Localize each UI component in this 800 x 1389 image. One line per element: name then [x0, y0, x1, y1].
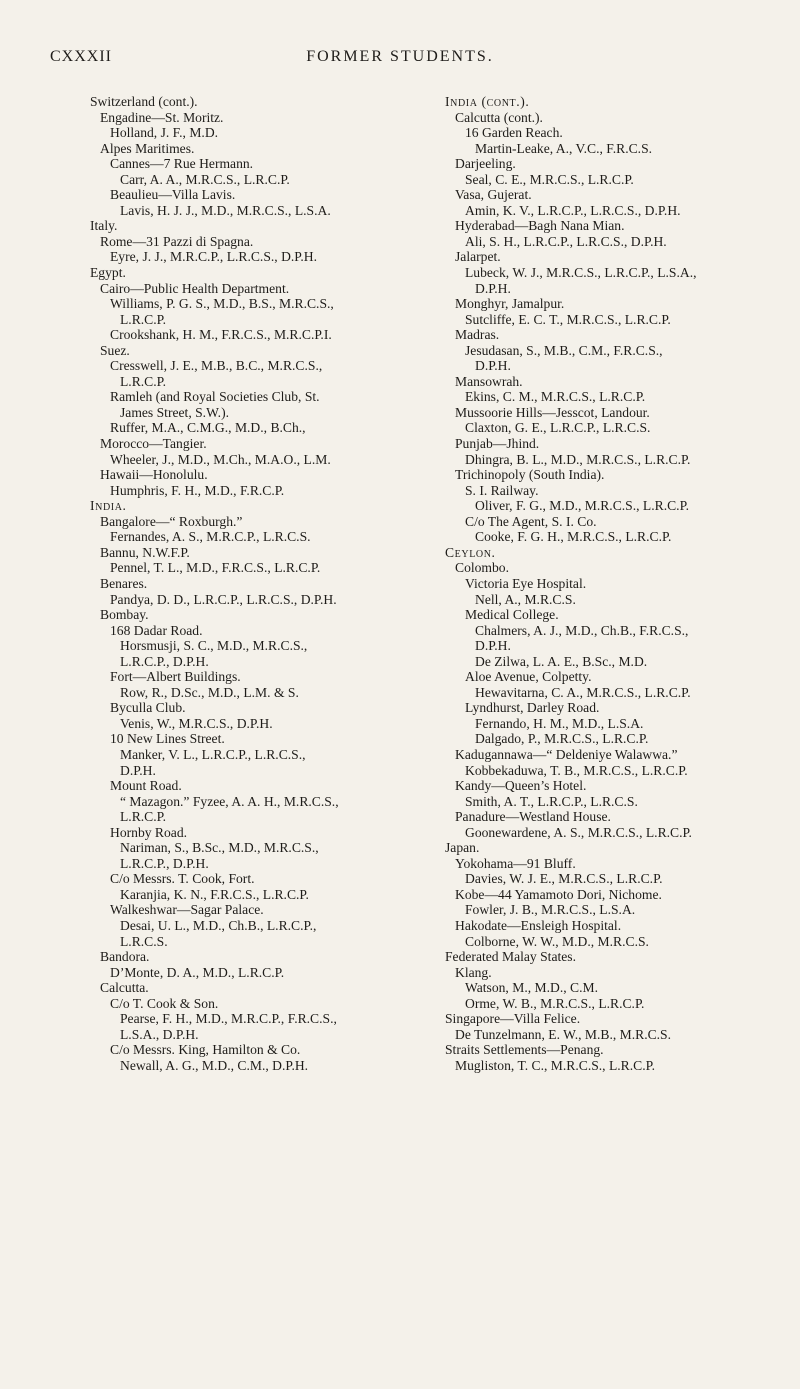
entry-line: Wheeler, J., M.D., M.Ch., M.A.O., L.M.: [110, 451, 331, 467]
entry-line: Smith, A. T., L.R.C.P., L.R.C.S.: [465, 793, 638, 809]
entry-line: Oliver, F. G., M.D., M.R.C.S., L.R.C.P.: [475, 498, 690, 514]
entry-line: Nell, A., M.R.C.S.: [475, 591, 576, 607]
location-line: Yokohama—91 Bluff.: [455, 855, 576, 871]
entry-line: D.P.H.: [475, 638, 511, 654]
country-heading: Federated Malay States.: [445, 949, 576, 965]
entry-line: L.R.C.P., D.P.H.: [120, 855, 209, 871]
entry-line: Newall, A. G., M.D., C.M., D.P.H.: [120, 1057, 309, 1073]
entry-line: Chalmers, A. J., M.D., Ch.B., F.R.C.S.,: [475, 622, 689, 638]
location-line: Bannu, N.W.F.P.: [100, 544, 190, 560]
entry-line: L.R.C.P., D.P.H.: [120, 653, 209, 669]
entry-line: Cannes—7 Rue Hermann.: [110, 156, 254, 172]
entry-line: Carr, A. A., M.R.C.S., L.R.C.P.: [120, 171, 290, 187]
entry-line: Jesudasan, S., M.B., C.M., F.R.C.S.,: [465, 342, 663, 358]
location-line: Klang.: [455, 964, 492, 980]
entry-line: Crookshank, H. M., F.R.C.S., M.R.C.P.I.: [110, 327, 332, 343]
location-line: Bangalore—“ Roxburgh.”: [100, 513, 243, 529]
location-line: Colombo.: [455, 560, 510, 576]
right-column: [445, 94, 775, 1073]
entry-line: Pandya, D. D., L.R.C.P., L.R.C.S., D.P.H.: [110, 591, 337, 607]
entry-line: Desai, U. L., M.D., Ch.B., L.R.C.P.,: [120, 917, 317, 933]
entry-line: Watson, M., M.D., C.M.: [465, 980, 598, 996]
location-line: Calcutta (cont.).: [455, 109, 543, 125]
location-line: Vasa, Gujerat.: [455, 187, 532, 203]
entry-line: L.S.A., D.P.H.: [120, 1026, 199, 1042]
entry-line: C/o The Agent, S. I. Co.: [465, 513, 597, 529]
entry-line: C/o Messrs. King, Hamilton & Co.: [110, 1042, 301, 1058]
entry-line: Seal, C. E., M.R.C.S., L.R.C.P.: [465, 171, 634, 187]
entry-line: Byculla Club.: [110, 700, 186, 716]
entry-line: Manker, V. L., L.R.C.P., L.R.C.S.,: [120, 746, 306, 762]
location-line: Darjeeling.: [455, 156, 516, 172]
entry-line: S. I. Railway.: [465, 482, 539, 498]
entry-line: Fort—Albert Buildings.: [110, 669, 241, 685]
entry-line: Pennel, T. L., M.D., F.R.C.S., L.R.C.P.: [110, 560, 321, 576]
country-heading: Japan.: [445, 840, 480, 856]
left-column: [90, 94, 420, 1073]
page-number: CXXXII: [50, 48, 112, 65]
page-header: [50, 48, 750, 78]
entry-line: Sutcliffe, E. C. T., M.R.C.S., L.R.C.P.: [465, 311, 671, 327]
location-line: Engadine—St. Moritz.: [100, 109, 224, 125]
entry-line: Williams, P. G. S., M.D., B.S., M.R.C.S.,: [110, 296, 334, 312]
entry-line: Nariman, S., B.Sc., M.D., M.R.C.S.,: [120, 840, 319, 856]
entry-line: D.P.H.: [120, 762, 156, 778]
entry-line: Hewavitarna, C. A., M.R.C.S., L.R.C.P.: [475, 684, 691, 700]
location-line: Alpes Maritimes.: [100, 140, 195, 156]
entry-line: L.R.C.P.: [120, 809, 167, 825]
country-heading: Ceylon.: [445, 544, 496, 560]
location-line: Madras.: [455, 327, 500, 343]
country-heading: Egypt.: [90, 265, 126, 281]
location-line: Kandy—Queen’s Hotel.: [455, 778, 587, 794]
location-line: Rome—31 Pazzi di Spagna.: [100, 233, 254, 249]
location-line: Cairo—Public Health Department.: [100, 280, 290, 296]
entry-line: Karanjia, K. N., F.R.C.S., L.R.C.P.: [120, 886, 309, 902]
entry-line: D.P.H.: [475, 358, 511, 374]
entry-line: Hornby Road.: [110, 824, 188, 840]
location-line: Hawaii—Honolulu.: [100, 467, 208, 483]
location-line: Suez.: [100, 342, 130, 358]
entry-line: Lubeck, W. J., M.R.C.S., L.R.C.P., L.S.A.,: [465, 265, 697, 281]
entry-line: Dhingra, B. L., M.D., M.R.C.S., L.R.C.P.: [465, 451, 691, 467]
entry-line: “ Mazagon.” Fyzee, A. A. H., M.R.C.S.,: [120, 793, 339, 809]
entry-line: Ali, S. H., L.R.C.P., L.R.C.S., D.P.H.: [465, 233, 667, 249]
location-line: Monghyr, Jamalpur.: [455, 296, 565, 312]
entry-line: D.P.H.: [475, 280, 511, 296]
location-line: Jalarpet.: [455, 249, 501, 265]
country-heading: India (cont.).: [445, 94, 530, 109]
location-line: Mugliston, T. C., M.R.C.S., L.R.C.P.: [455, 1057, 656, 1073]
entry-line: Orme, W. B., M.R.C.S., L.R.C.P.: [465, 995, 645, 1011]
entry-line: Victoria Eye Hospital.: [465, 575, 587, 591]
entry-line: Cresswell, J. E., M.B., B.C., M.R.C.S.,: [110, 358, 323, 374]
entry-line: Beaulieu—Villa Lavis.: [110, 187, 236, 203]
location-line: Calcutta.: [100, 980, 149, 996]
entry-line: 168 Dadar Road.: [110, 622, 203, 638]
entry-line: Eyre, J. J., M.R.C.P., L.R.C.S., D.P.H.: [110, 249, 317, 265]
entry-line: Ruffer, M.A., C.M.G., M.D., B.Ch.,: [110, 420, 306, 436]
location-line: Hakodate—Ensleigh Hospital.: [455, 917, 622, 933]
location-line: Punjab—Jhind.: [455, 436, 540, 452]
location-line: Mussoorie Hills—Jesscot, Landour.: [455, 404, 650, 420]
entry-line: L.R.C.P.: [120, 311, 167, 327]
entry-line: Row, R., D.Sc., M.D., L.M. & S.: [120, 684, 299, 700]
country-heading: India.: [90, 498, 127, 514]
entry-line: Goonewardene, A. S., M.R.C.S., L.R.C.P.: [465, 824, 692, 840]
entry-line: Lavis, H. J. J., M.D., M.R.C.S., L.S.A.: [120, 202, 331, 218]
entry-line: Mount Road.: [110, 778, 182, 794]
entry-line: Fowler, J. B., M.R.C.S., L.S.A.: [465, 902, 636, 918]
location-line: Bandora.: [100, 949, 150, 965]
entry-line: De Zilwa, L. A. E., B.Sc., M.D.: [475, 653, 648, 669]
entry-line: Humphris, F. H., M.D., F.R.C.P.: [110, 482, 285, 498]
country-heading: Switzerland (cont.).: [90, 94, 198, 109]
entry-line: Lyndhurst, Darley Road.: [465, 700, 600, 716]
entry-line: Ramleh (and Royal Societies Club, St.: [110, 389, 320, 405]
entry-line: Davies, W. J. E., M.R.C.S., L.R.C.P.: [465, 871, 663, 887]
location-line: Hyderabad—Bagh Nana Mian.: [455, 218, 625, 234]
entry-line: James Street, S.W.).: [120, 404, 229, 420]
entry-line: D’Monte, D. A., M.D., L.R.C.P.: [110, 964, 285, 980]
entry-line: Venis, W., M.R.C.S., D.P.H.: [120, 715, 273, 731]
entry-line: C/o Messrs. T. Cook, Fort.: [110, 871, 255, 887]
entry-line: Fernandes, A. S., M.R.C.P., L.R.C.S.: [110, 529, 311, 545]
country-heading: Singapore—Villa Felice.: [445, 1011, 581, 1027]
location-line: Benares.: [100, 575, 148, 591]
entry-line: Fernando, H. M., M.D., L.S.A.: [475, 715, 644, 731]
entry-line: Claxton, G. E., L.R.C.P., L.R.C.S.: [465, 420, 651, 436]
location-line: Bombay.: [100, 607, 149, 623]
entry-line: 10 New Lines Street.: [110, 731, 225, 747]
location-line: Panadure—Westland House.: [455, 809, 611, 825]
entry-line: Dalgado, P., M.R.C.S., L.R.C.P.: [475, 731, 649, 747]
country-heading: Italy.: [90, 218, 118, 234]
location-line: Mansowrah.: [455, 373, 523, 389]
entry-line: C/o T. Cook & Son.: [110, 995, 219, 1011]
entry-line: Horsmusji, S. C., M.D., M.R.C.S.,: [120, 638, 308, 654]
entry-line: 16 Garden Reach.: [465, 125, 563, 141]
entry-line: Cooke, F. G. H., M.R.C.S., L.R.C.P.: [475, 529, 672, 545]
location-line: De Tunzelmann, E. W., M.B., M.R.C.S.: [455, 1026, 672, 1042]
location-line: Trichinopoly (South India).: [455, 467, 605, 483]
entry-line: Walkeshwar—Sagar Palace.: [110, 902, 264, 918]
entry-line: Holland, J. F., M.D.: [110, 125, 219, 141]
location-line: Kobe—44 Yamamoto Dori, Nichome.: [455, 886, 662, 902]
entry-line: Pearse, F. H., M.D., M.R.C.P., F.R.C.S.,: [120, 1011, 337, 1027]
entry-line: L.R.C.S.: [120, 933, 168, 949]
location-line: Kadugannawa—“ Deldeniye Walawwa.”: [455, 746, 678, 762]
country-heading: Straits Settlements—Penang.: [445, 1042, 604, 1058]
entry-line: Aloe Avenue, Colpetty.: [465, 669, 592, 685]
entry-line: Amin, K. V., L.R.C.P., L.R.C.S., D.P.H.: [465, 202, 681, 218]
entry-line: L.R.C.P.: [120, 373, 167, 389]
entry-line: Martin-Leake, A., V.C., F.R.C.S.: [475, 140, 653, 156]
running-title: FORMER STUDENTS.: [306, 48, 494, 65]
entry-line: Medical College.: [465, 607, 559, 623]
location-line: Morocco—Tangier.: [100, 436, 207, 452]
entry-line: Kobbekaduwa, T. B., M.R.C.S., L.R.C.P.: [465, 762, 688, 778]
entry-line: Ekins, C. M., M.R.C.S., L.R.C.P.: [465, 389, 646, 405]
entry-line: Colborne, W. W., M.D., M.R.C.S.: [465, 933, 649, 949]
